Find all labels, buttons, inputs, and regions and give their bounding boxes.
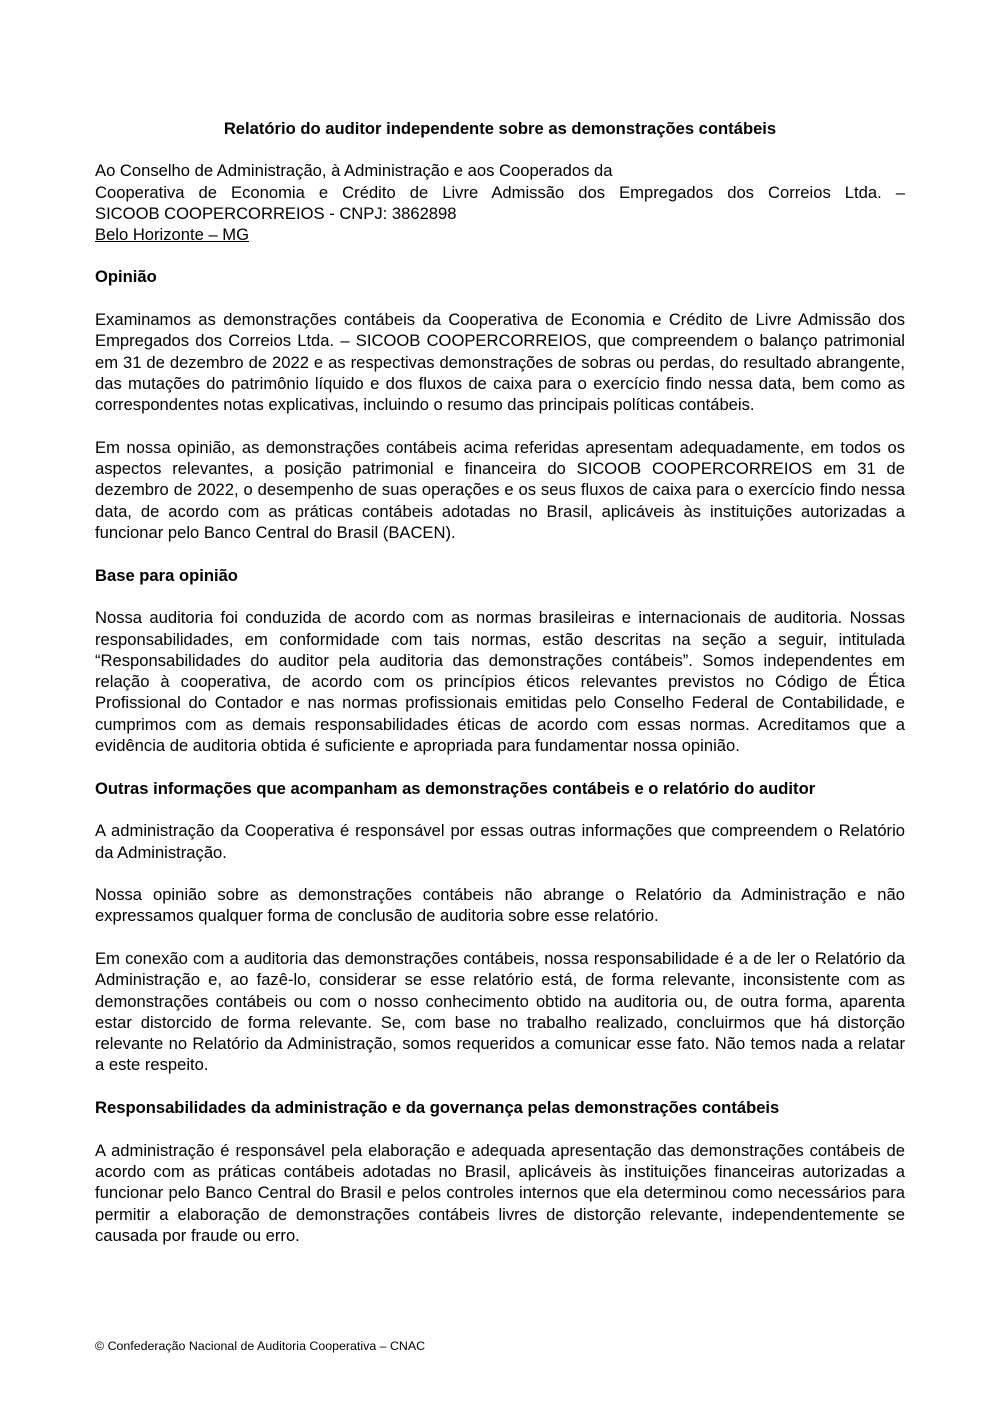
section-heading: Responsabilidades da administração e da governança pelas demonstrações contábeis [95,1098,780,1118]
section-opiniao [95,266,905,543]
addressee-block [95,160,905,245]
addressee-line: Cooperativa de Economia e Crédito de Livre Admissão dos Empregados dos Correios Ltda. – [95,182,905,202]
section-responsabilidades-administracao [95,1097,905,1246]
paragraph: Examinamos as demonstrações contábeis da Cooperativa de Economia e Crédito de Livre Admissão dos Empregados dos Correios Ltda. – SICOOB COOPERCORREIOS, que compreendem o balanço patrimonial em 31 de dezembro de 2022 e as respectivas demonstrações de sobras ou perdas, do resultado abrangente, das mutações do patrimônio líquido e dos fluxos de caixa para o exercício findo nessa data, bem como as correspondentes notas explicativas, incluindo o resumo das principais políticas contábeis. [95,310,905,415]
paragraph: Nossa opinião sobre as demonstrações contábeis não abrange o Relatório da Administração e não expressamos qualquer forma de conclusão de auditoria sobre esse relatório. [95,885,905,926]
paragraph: Nossa auditoria foi conduzida de acordo com as normas brasileiras e internacionais de auditoria. Nossas responsabilidades, em conformidade com tais normas, estão descritas na seção a seguir, intitulada “Responsabilidades do auditor pela auditoria das demonstrações contábeis”. Somos independentes em relação à cooperativa, de acordo com os princípios éticos relevantes previstos no Código de Ética Profissional do Contador e nas normas profissionais emitidas pelo Conselho Federal de Contabilidade, e cumprimos com as demais responsabilidades éticas de acordo com essas normas. Acreditamos que a evidência de auditoria obtida é suficiente e apropriada para fundamentar nossa opinião. [95,608,905,756]
section-heading: Outras informações que acompanham as demonstrações contábeis e o relatório do auditor [95,778,816,798]
paragraph: Em nossa opinião, as demonstrações contábeis acima referidas apresentam adequadamente, em todos os aspectos relevantes, a posição patrimonial e financeira do SICOOB COOPERCORREIOS em 31 de dezembro de 2022, o desempenho de suas operações e os seus fluxos de caixa para o exercício findo nessa data, de acordo com as práticas contábeis adotadas no Brasil, aplicáveis às instituições autorizadas a funcionar pelo Banco Central do Brasil (BACEN). [95,437,905,543]
addressee-location: Belo Horizonte – MG [95,225,250,245]
section-heading: Opinião [95,267,157,287]
paragraph: A administração é responsável pela elaboração e adequada apresentação das demonstrações contábeis de acordo com as práticas contábeis adotadas no Brasil, aplicáveis às instituições financeiras autorizadas a funcionar pelo Banco Central do Brasil e pelos controles internos que ela determinou como necessários para permitir a elaboração de demonstrações contábeis livres de distorção relevante, independentemente se causada por fraude ou erro. [95,1140,905,1245]
addressee-line: Ao Conselho de Administração, à Administração e aos Cooperados da [95,161,613,181]
section-outras-informacoes [95,778,905,1076]
paragraph: A administração da Cooperativa é responsável por essas outras informações que compreendem o Relatório da Administração. [95,821,905,862]
section-base-para-opiniao [95,565,905,757]
report-title: Relatório do auditor independente sobre as demonstrações contábeis [223,119,777,138]
document-body [95,118,905,1267]
section-heading: Base para opinião [95,565,238,585]
page-footer: © Confederação Nacional de Auditoria Cooperativa – CNAC [95,1339,426,1353]
addressee-line: SICOOB COOPERCORREIOS - CNPJ: 3862898 [95,203,457,223]
paragraph: Em conexão com a auditoria das demonstrações contábeis, nossa responsabilidade é a de ler o Relatório da Administração e, ao fazê-lo, considerar se esse relatório está, de forma relevante, inconsistente com as demonstrações contábeis ou com o nosso conhecimento obtido na auditoria ou, de outra forma, aparenta estar distorcido de forma relevante. Se, com base no trabalho realizado, concluirmos que há distorção relevante no Relatório da Administração, somos requeridos a comunicar esse fato. Não temos nada a relatar a este respeito. [95,948,905,1075]
